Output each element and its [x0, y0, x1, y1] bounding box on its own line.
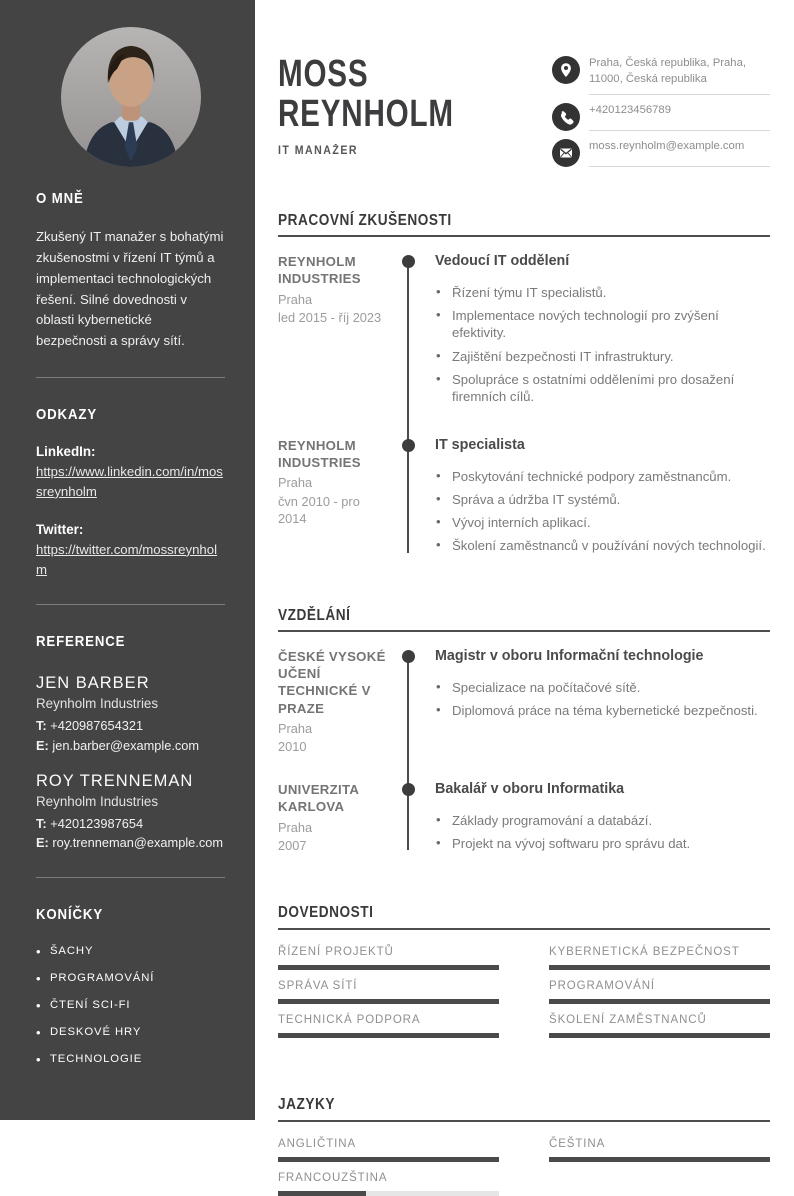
entry-organization: REYNHOLM INDUSTRIES [278, 438, 361, 471]
reference-phone [36, 816, 225, 833]
last-name: REYNHOLM [278, 92, 454, 135]
avatar [61, 27, 201, 167]
job-title: IT MANAŽER [278, 145, 358, 158]
languages-heading: JAZYKY [278, 1096, 770, 1122]
skill-bar [278, 1033, 499, 1038]
email-icon [552, 139, 580, 167]
phone-text: +420123456789 [589, 103, 770, 131]
entry-body [426, 253, 770, 411]
timeline-dot [402, 255, 415, 268]
language-label: ANGLIČTINA [278, 1137, 357, 1150]
bullet-item: • Základy programování a databází. [435, 812, 770, 829]
skill-item [549, 980, 770, 1004]
reference-company: Reynholm Industries [36, 793, 159, 809]
divider [36, 377, 225, 378]
person-name [278, 55, 503, 134]
education-heading: VZDĚLÁNÍ [278, 607, 770, 633]
contact-row-location [552, 56, 770, 95]
reference-company: Reynholm Industries [36, 695, 159, 711]
references-section [36, 633, 225, 852]
email-label: E: [36, 737, 49, 753]
contact-block [552, 56, 770, 175]
skill-item [549, 946, 770, 970]
bullet-item: • Diplomová práce na téma kybernetické bezpečnosti. [435, 702, 770, 719]
languages-section [278, 1096, 770, 1196]
skill-item [549, 1014, 770, 1038]
hobby-item: • TECHNOLOGIE [36, 1053, 225, 1065]
email-value: roy.trenneman@example.com [52, 835, 224, 851]
phone-value: +420987654321 [50, 717, 144, 733]
timeline-cell [390, 648, 426, 755]
reference-email [36, 738, 225, 755]
bullet-item: • Poskytování technické podpory zaměstnancům. [435, 468, 770, 485]
language-item [278, 1138, 499, 1162]
linkedin-label: LinkedIn: [36, 444, 96, 460]
experience-heading: PRACOVNÍ ZKUŠENOSTI [278, 212, 770, 238]
skill-bar [278, 965, 499, 970]
skill-bar-fill [549, 999, 770, 1004]
entry-dates: led 2015 - říj 2023 [278, 309, 382, 325]
entry-body [426, 648, 770, 755]
reference-phone [36, 718, 225, 735]
education-entries [278, 648, 770, 858]
hobby-item: • DESKOVÉ HRY [36, 1026, 225, 1038]
entry-bullets [435, 679, 770, 719]
skill-label: KYBERNETICKÁ BEZPEČNOST [549, 946, 740, 959]
experience-entries [278, 253, 770, 560]
about-text: Zkušený IT manažer s bohatými zkušenostmi v řízení IT týmů a implementaci technologických řešení. Silné dovednosti v oblasti kybernetické bezpečnosti a správy sítí. [36, 229, 224, 349]
timeline-cell [390, 253, 426, 411]
skill-label: TECHNICKÁ PODPORA [278, 1014, 421, 1027]
language-bar [278, 1157, 499, 1162]
entry-meta [278, 253, 390, 411]
linkedin-link[interactable]: https://www.linkedin.com/in/mossreynholm [36, 464, 223, 499]
about-section [36, 190, 225, 352]
language-label: ČEŠTINA [549, 1137, 606, 1150]
skill-label: ŘÍZENÍ PROJEKTŮ [278, 946, 394, 959]
skill-label: ŠKOLENÍ ZAMĚSTNANCŮ [549, 1014, 707, 1027]
first-name: MOSS [278, 53, 369, 95]
language-bar-fill [278, 1191, 366, 1196]
language-bar [278, 1191, 499, 1196]
skill-bar-fill [549, 1033, 770, 1038]
entry-organization: ČESKÉ VYSOKÉ UČENÍ TECHNICKÉ V PRAZE [278, 649, 386, 716]
phone-label: T: [36, 717, 47, 733]
skill-bar [549, 1033, 770, 1038]
skill-label: PROGRAMOVÁNÍ [549, 980, 656, 993]
languages-grid [278, 1138, 770, 1196]
hobbies-section [36, 906, 225, 1065]
email-text: moss.reynholm@example.com [589, 139, 770, 167]
divider [36, 604, 225, 605]
reference-item [36, 673, 225, 754]
timeline-cell [390, 781, 426, 858]
reference-item [36, 771, 225, 852]
about-heading: O MNĚ [36, 190, 84, 207]
experience-entry [278, 253, 770, 411]
language-bar-fill [278, 1157, 499, 1162]
entry-bullets [435, 812, 770, 852]
experience-section [278, 212, 770, 561]
hobbies-heading: KONÍČKY [36, 906, 104, 924]
phone-icon [552, 103, 580, 131]
phone-value: +420123987654 [50, 815, 144, 831]
bullet-item: • Projekt na vývoj softwaru pro správu dat. [435, 835, 770, 852]
bullet-item: • Implementace nových technologií pro zvýšení efektivity. [435, 307, 770, 341]
header [278, 55, 770, 175]
skill-bar-fill [278, 999, 499, 1004]
language-item [278, 1172, 499, 1196]
phone-label: T: [36, 815, 47, 831]
hobby-item: • PROGRAMOVÁNÍ [36, 972, 225, 984]
language-bar [549, 1157, 770, 1162]
skill-item [278, 980, 499, 1004]
entry-city: Praha [278, 819, 313, 835]
education-section [278, 607, 770, 859]
twitter-link[interactable]: https://twitter.com/mossreynholm [36, 541, 218, 577]
bullet-item: • Správa a údržba IT systémů. [435, 491, 770, 508]
skill-bar-fill [278, 1033, 499, 1038]
contact-row-email [552, 139, 770, 167]
reference-email [36, 835, 225, 852]
main-content [255, 0, 794, 1184]
references-heading: REFERENCE [36, 633, 126, 651]
reference-name: JEN BARBER [36, 674, 150, 693]
hobby-item: • ČTENÍ SCI-FI [36, 999, 225, 1011]
entry-dates: čvn 2010 - pro 2014 [278, 493, 360, 526]
bullet-item: • Spolupráce s ostatními odděleními pro dosažení firemních cílů. [435, 371, 770, 405]
skill-bar [549, 965, 770, 970]
entry-meta [278, 781, 390, 858]
entry-title: IT specialista [435, 437, 525, 454]
bullet-item: • Zajištění bezpečnosti IT infrastruktury. [435, 348, 770, 365]
language-bar-fill [549, 1157, 770, 1162]
entry-organization: REYNHOLM INDUSTRIES [278, 254, 361, 287]
experience-entry [278, 437, 770, 560]
entry-city: Praha [278, 720, 313, 736]
skill-label: SPRÁVA SÍTÍ [278, 980, 358, 993]
email-value: jen.barber@example.com [52, 737, 200, 753]
entry-dates: 2007 [278, 837, 307, 853]
language-label: FRANCOUZŠTINA [278, 1171, 388, 1184]
hobby-item: • ŠACHY [36, 945, 225, 957]
skill-bar-fill [549, 965, 770, 970]
skills-section [278, 904, 770, 1038]
entry-bullets [435, 468, 770, 555]
entry-title: Magistr v oboru Informační technologie [435, 648, 704, 665]
profile-photo [61, 27, 201, 167]
entry-body [426, 781, 770, 858]
timeline-dot [402, 783, 415, 796]
education-entry [278, 781, 770, 858]
links-section [36, 406, 225, 579]
bullet-item: • Vývoj interních aplikací. [435, 514, 770, 531]
timeline-cell [390, 437, 426, 560]
hobby-list [36, 945, 225, 1065]
bullet-item: • Školení zaměstnanců v používání nových technologií. [435, 537, 770, 554]
entry-dates: 2010 [278, 738, 307, 754]
reference-name: ROY TRENNEMAN [36, 772, 194, 791]
bullet-item: • Specializace na počítačové sítě. [435, 679, 770, 696]
entry-title: Bakalář v oboru Informatika [435, 781, 625, 798]
location-text: Praha, Česká republika, Praha, 11000, Česká republika [589, 56, 770, 95]
entry-organization: UNIVERZITA KARLOVA [278, 782, 359, 815]
education-entry [278, 648, 770, 755]
link-group-linkedin [36, 444, 225, 502]
entry-city: Praha [278, 291, 313, 307]
skills-heading: DOVEDNOSTI [278, 904, 770, 930]
entry-body [426, 437, 770, 560]
bullet-item: • Řízení týmu IT specialistů. [435, 284, 770, 301]
email-label: E: [36, 835, 49, 851]
sidebar [0, 0, 255, 1120]
skill-bar [278, 999, 499, 1004]
entry-bullets [435, 284, 770, 405]
skills-grid [278, 946, 770, 1038]
timeline-dot [402, 439, 415, 452]
location-icon [552, 56, 580, 84]
divider [36, 877, 225, 878]
twitter-label: Twitter: [36, 521, 84, 537]
entry-title: Vedoucí IT oddělení [435, 253, 570, 270]
link-group-twitter [36, 522, 225, 580]
skill-item [278, 1014, 499, 1038]
timeline-dot [402, 650, 415, 663]
entry-meta [278, 437, 390, 560]
skill-item [278, 946, 499, 970]
contact-row-phone [552, 103, 770, 131]
skill-bar [549, 999, 770, 1004]
name-block [278, 55, 503, 157]
entry-meta [278, 648, 390, 755]
language-item [549, 1138, 770, 1162]
entry-city: Praha [278, 475, 313, 491]
links-heading: ODKAZY [36, 406, 98, 424]
skill-bar-fill [278, 965, 499, 970]
